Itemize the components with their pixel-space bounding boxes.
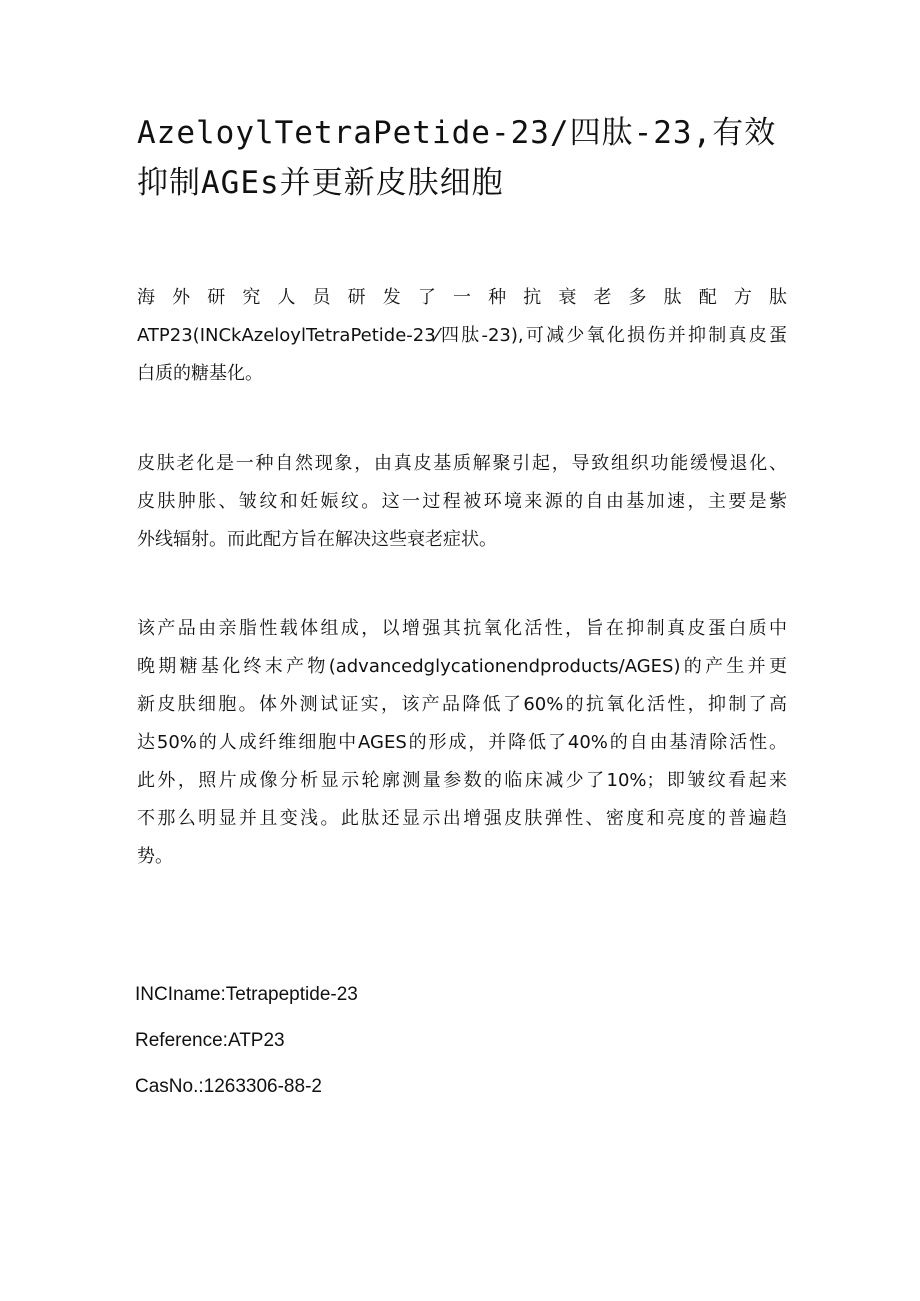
paragraph-skin-aging	[137, 445, 787, 559]
paragraph-line: ATP23(INCkAzeloylTetraPetide-23⁄四肽-23),可减少氧化损伤并抑制真皮蛋	[137, 325, 787, 346]
paragraph-line: 晚期糖基化终末产物(advancedglycationendproducts/AGES)的产生并更	[137, 656, 787, 677]
title-line-1: AzeloylTetraPetide-23/四肽-23,有效	[137, 115, 777, 151]
paragraph-line: 不那么明显并且变浅。此肽还显示出增强皮肤弹性、密度和亮度的普遍趋	[137, 808, 787, 829]
paragraph-line: 新皮肤细胞。体外测试证实，该产品降低了60%的抗氧化活性，抑制了高	[137, 694, 787, 715]
cas-number: CasNo.:1263306-88-2	[135, 1076, 322, 1097]
paragraph-line: 皮肤老化是一种自然现象，由真皮基质解聚引起，导致组织功能缓慢退化、	[137, 453, 787, 474]
paragraph-line: 白质的糖基化。	[137, 363, 263, 384]
paragraph-line: 海外研究人员研发了一种抗衰老多肽配方肽	[137, 287, 787, 308]
paragraph-line: 外线辐射。而此配方旨在解决这些衰老症状。	[137, 529, 497, 550]
paragraph-line: 此外，照片成像分析显示轮廓测量参数的临床减少了10%；即皱纹看起来	[137, 770, 787, 791]
paragraph-line: 该产品由亲脂性载体组成，以增强其抗氧化活性，旨在抑制真皮蛋白质中	[137, 618, 787, 639]
paragraph-line: 势。	[137, 846, 173, 867]
paragraph-product-results	[137, 610, 787, 876]
inci-name: INCIname:Tetrapeptide-23	[135, 984, 358, 1005]
paragraph-intro	[137, 279, 787, 393]
paragraph-line: 达50%的人成纤维细胞中AGES的形成，并降低了40%的自由基清除活性。	[137, 732, 787, 753]
reference: Reference:ATP23	[135, 1030, 285, 1051]
paragraph-line: 皮肤肿胀、皱纹和妊娠纹。这一过程被环境来源的自由基加速，主要是紫	[137, 491, 787, 512]
title-line-2: 抑制AGEs并更新皮肤细胞	[137, 165, 504, 201]
document-title	[137, 108, 797, 208]
